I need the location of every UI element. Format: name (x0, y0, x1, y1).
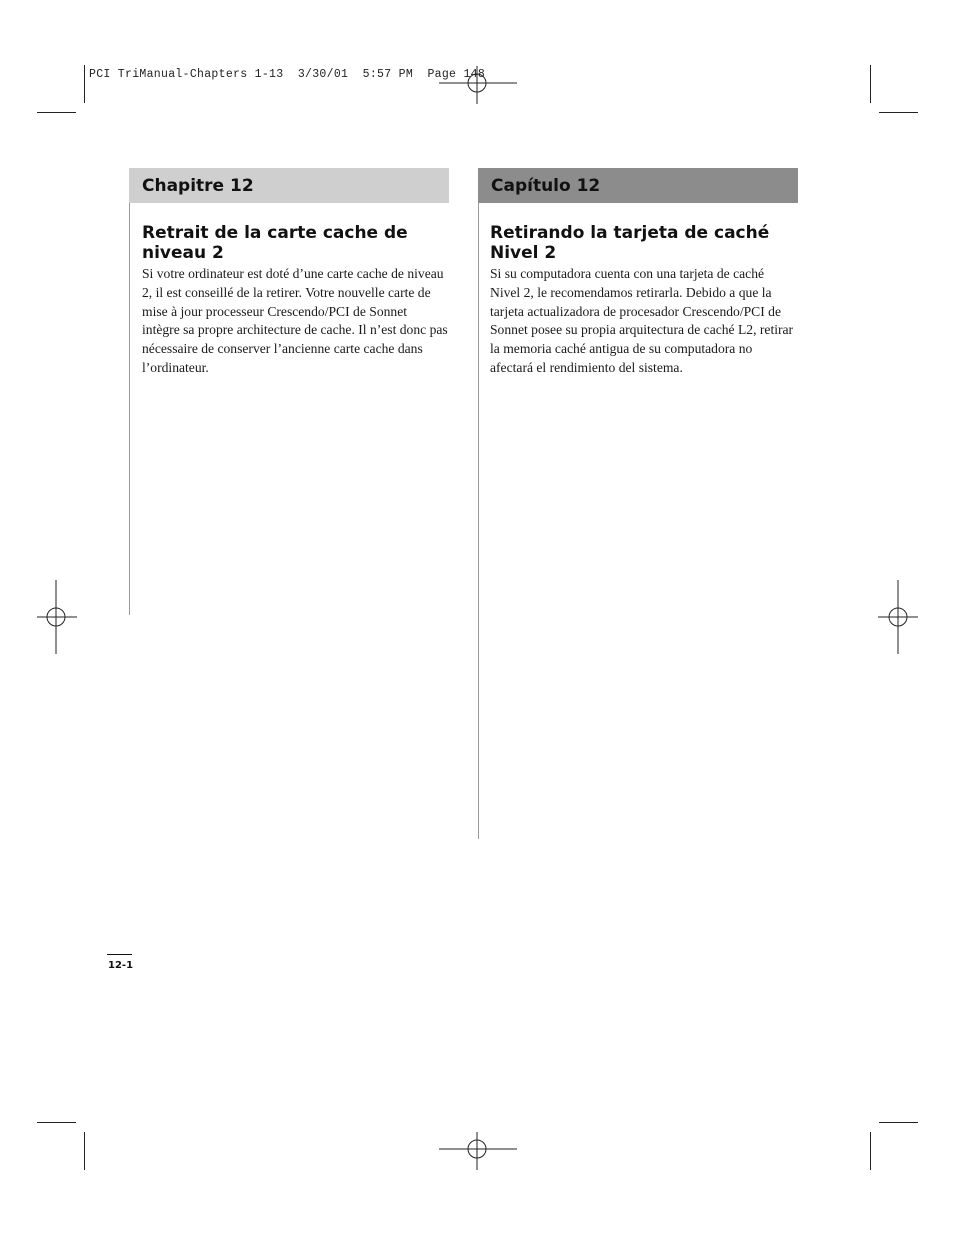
registration-mark-top (439, 66, 517, 104)
registration-mark-right (878, 580, 918, 654)
chapter-header-spanish: Capítulo 12 (478, 168, 798, 203)
crop-mark (37, 112, 76, 113)
crop-mark (879, 112, 918, 113)
body-text-french: Si votre ordinateur est doté d’une carte cache de niveau 2, il est conseillé de la retirer. Votre nouvelle carte de mise à jour processeur Crescendo/PCI de Sonnet intègre sa propre architecture de cache. Il n’est donc pas nécessaire de conserver l’ancienne carte cache dans l’ordinateur. (142, 266, 448, 375)
registration-mark-bottom (439, 1132, 517, 1170)
page-number-rule (107, 954, 132, 955)
section-title-spanish: Retirando la tarjeta de caché Nivel 2 (490, 223, 770, 263)
page-number: 12-1 (108, 960, 134, 971)
print-slug: PCI TriManual-Chapters 1-13 3/30/01 5:57 PM Page 148 (89, 68, 486, 81)
column-rule-spanish (478, 203, 479, 839)
section-title-french: Retrait de la carte cache de niveau 2 (142, 223, 408, 263)
crop-mark (870, 1132, 871, 1170)
crop-mark (84, 1132, 85, 1170)
chapter-header-french: Chapitre 12 (129, 168, 449, 203)
crop-mark (879, 1122, 918, 1123)
column-rule-french (129, 203, 130, 615)
body-text-spanish: Si su computadora cuenta con una tarjeta de caché Nivel 2, le recomendamos retirarla. Debido a que la tarjeta actualizadora de procesador Crescendo/PCI de Sonnet posee su propia arquitectura de caché L2, retirar la memoria caché antigua de su computadora no afectará el rendimiento del sistema. (490, 266, 794, 375)
crop-mark (870, 65, 871, 103)
crop-mark (37, 1122, 76, 1123)
crop-mark (84, 65, 85, 103)
registration-mark-left (37, 580, 77, 654)
